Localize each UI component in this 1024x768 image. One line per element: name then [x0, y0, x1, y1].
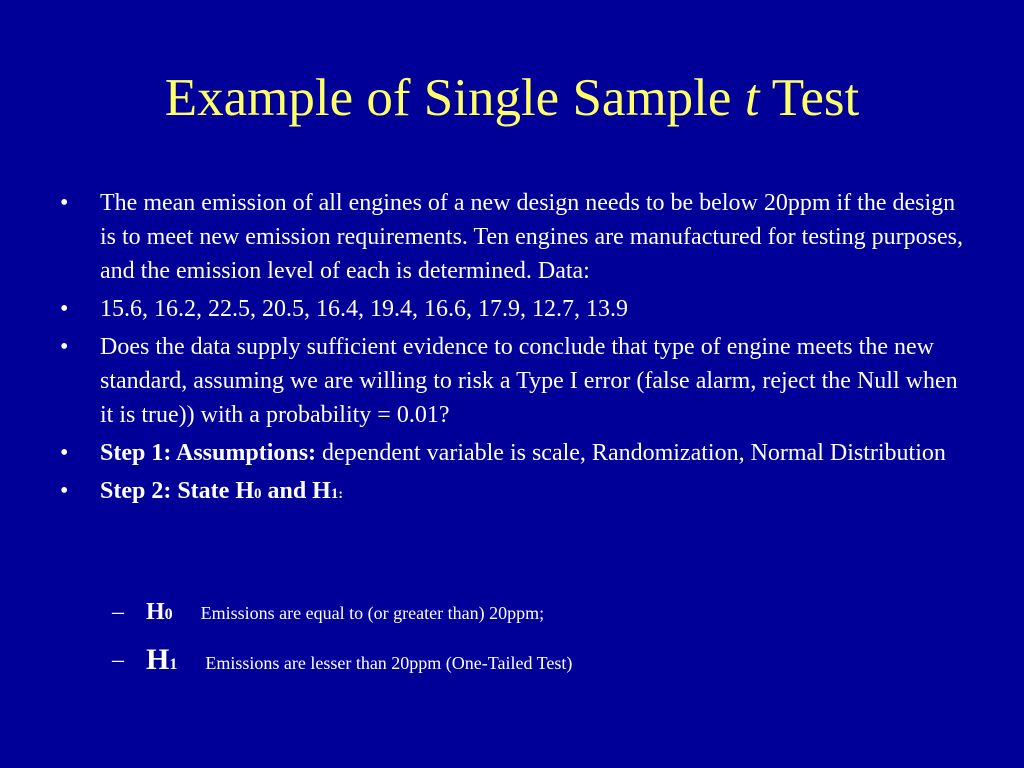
h0-subscript: 0 — [164, 606, 173, 623]
h1-text: Emissions are lesser than 20ppm (One-Tailed Test) — [205, 653, 573, 673]
bullet-list — [60, 186, 970, 512]
bullet-icon: • — [60, 334, 69, 360]
bullet-item-step2 — [60, 474, 970, 508]
step2-h1-subscript: 1 — [330, 486, 339, 502]
step1-text: dependent variable is scale, Randomization, Normal Distribution — [316, 440, 946, 466]
dash-icon: – — [112, 599, 124, 625]
h1-subscript: 1 — [169, 656, 178, 673]
bullet-text-question: Does the data supply sufficient evidence to conclude that type of engine meets the new standard, assuming we are willing to risk a Type I error (false alarm, reject the Null when it is true)) with a probability = 0.01? — [100, 334, 958, 428]
step2-label-prefix: Step 2: State H — [100, 478, 254, 504]
bullet-item-step1 — [60, 436, 970, 470]
step2-label-middle: and H — [261, 478, 331, 504]
bullet-item-problem — [60, 186, 970, 288]
bullet-icon: • — [60, 478, 69, 504]
bullet-icon: • — [60, 190, 69, 216]
bullet-item-data — [60, 292, 970, 326]
dash-icon: – — [112, 647, 124, 673]
bullet-icon: • — [60, 440, 69, 466]
bullet-text-problem: The mean emission of all engines of a new design needs to be below 20ppm if the design is to meet new emission requirements. Ten engines are manufactured for testing purposes, and the emission level of each is determined. Data: — [100, 190, 963, 284]
hypothesis-h1 — [112, 636, 952, 684]
slide-title — [0, 66, 1024, 130]
hypothesis-list — [112, 588, 952, 684]
title-suffix: Test — [759, 69, 860, 127]
step1-label: Step 1: Assumptions: — [100, 440, 317, 466]
step2-h0-subscript: 0 — [253, 486, 262, 502]
h1-label: H — [146, 643, 170, 676]
bullet-item-question — [60, 330, 970, 432]
title-prefix: Example of Single Sample — [164, 69, 745, 127]
step2-colon: : — [338, 487, 344, 502]
hypothesis-h0 — [112, 588, 952, 636]
title-italic-t: t — [744, 69, 760, 127]
h0-text: Emissions are equal to (or greater than) 20ppm; — [200, 603, 545, 623]
bullet-icon: • — [60, 296, 69, 322]
h0-label: H — [146, 599, 165, 625]
bullet-text-data: 15.6, 16.2, 22.5, 20.5, 16.4, 19.4, 16.6, 17.9, 12.7, 13.9 — [100, 296, 628, 322]
